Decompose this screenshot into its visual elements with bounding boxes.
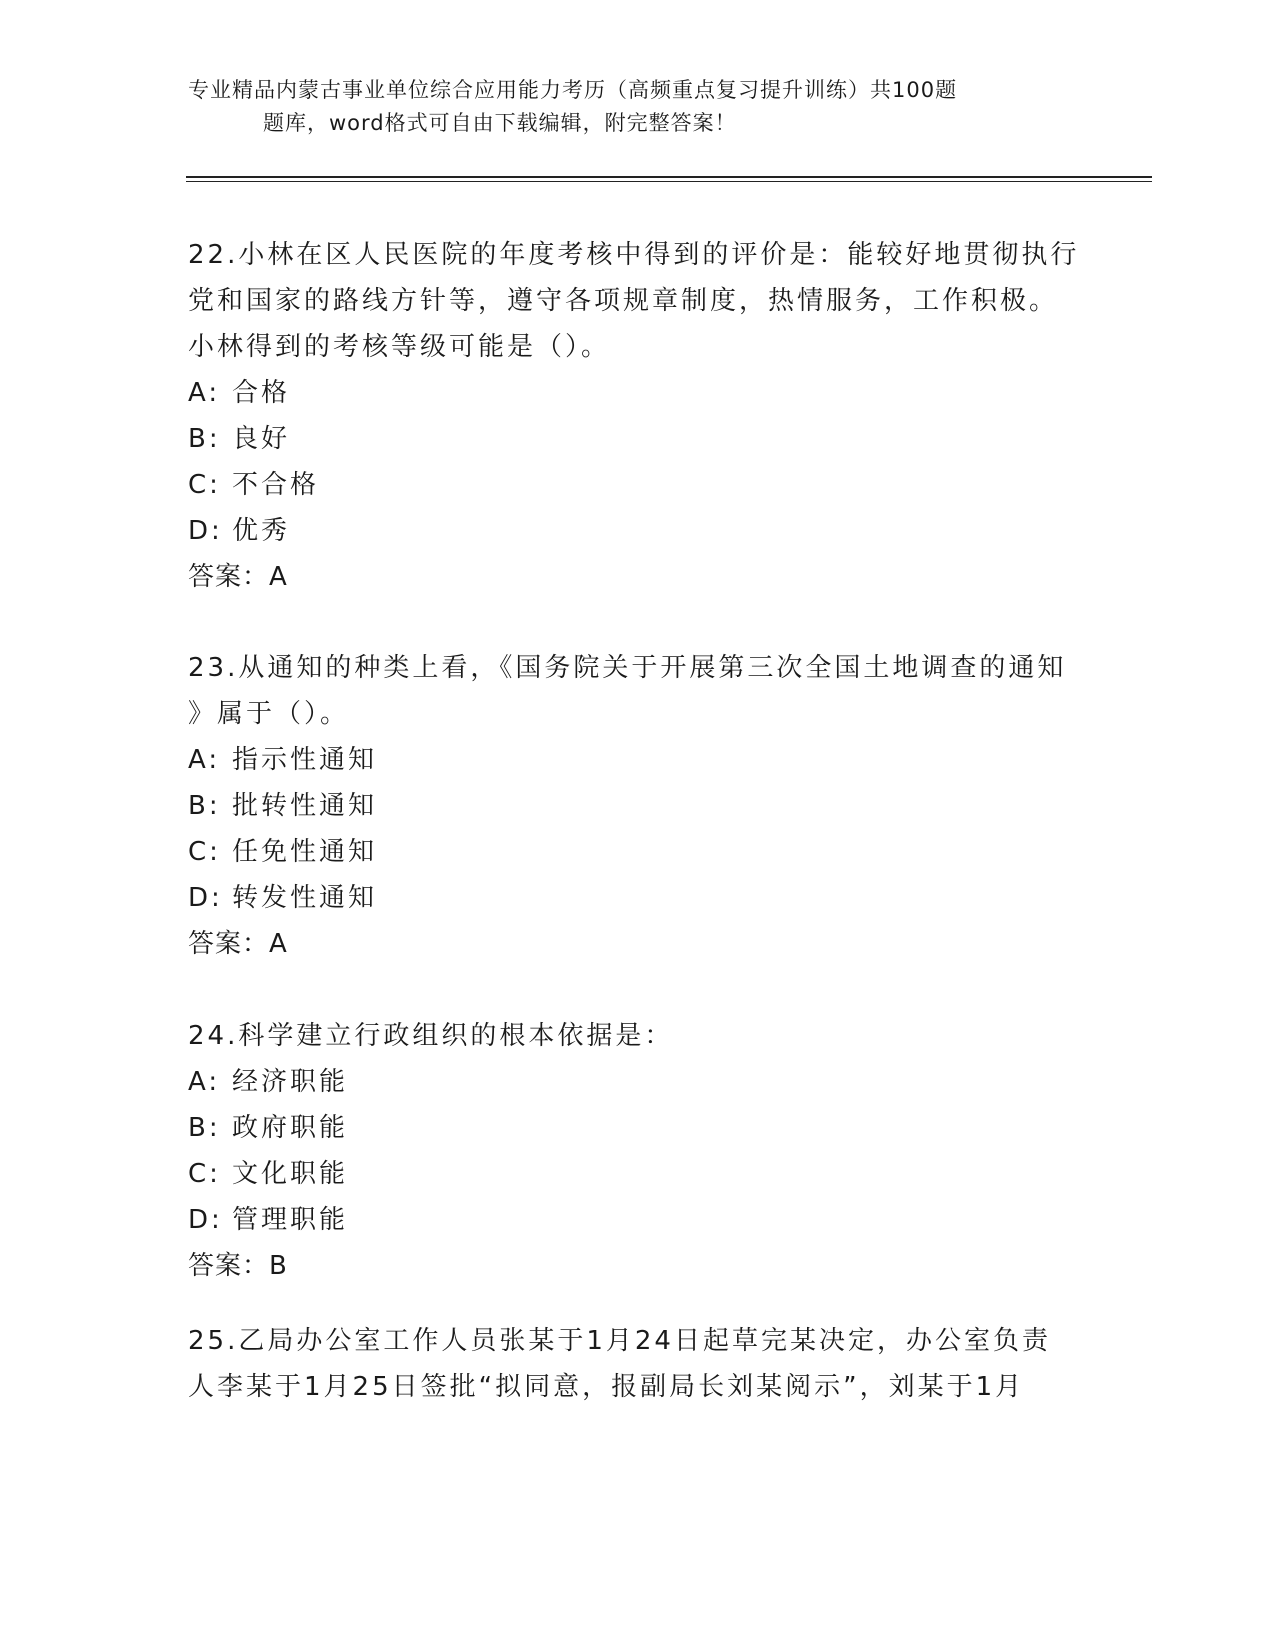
option-letter: C: (188, 1159, 221, 1189)
question-line: 人李某于1月25日签批“拟同意，报副局长刘某阅示”，刘某于1月 (188, 1372, 1025, 1402)
option-letter: C: (188, 837, 221, 867)
question-line: 22.小林在区人民医院的年度考核中得到的评价是：能较好地贯彻执行 (188, 240, 1080, 270)
option-b (188, 783, 1088, 829)
question-line: 23.从通知的种类上看，《国务院关于开展第三次全国土地调查的通知 (188, 653, 1067, 683)
option-letter: C: (188, 470, 221, 500)
question-line: 25.乙局办公室工作人员张某于1月24日起草完某决定，办公室负责 (188, 1326, 1051, 1356)
option-text: 任免性通知 (232, 837, 378, 867)
question-24 (188, 1013, 1088, 1289)
option-letter: D: (188, 1205, 223, 1235)
question-23 (188, 645, 1088, 967)
option-text: 转发性通知 (232, 883, 378, 913)
option-text: 优秀 (232, 516, 291, 546)
option-text: 批转性通知 (232, 791, 378, 821)
option-b (188, 1105, 1088, 1151)
option-text: 良好 (232, 424, 291, 454)
question-text (188, 1318, 1088, 1410)
option-d (188, 508, 1088, 554)
option-a (188, 737, 1088, 783)
document-header (188, 74, 1068, 140)
option-text: 合格 (232, 378, 291, 408)
option-letter: D: (188, 516, 223, 546)
answer-line: 答案：B (188, 1251, 288, 1281)
question-line: 》属于（）。 (188, 699, 350, 729)
option-c (188, 829, 1088, 875)
option-letter: A: (188, 745, 221, 775)
option-text: 经济职能 (232, 1067, 349, 1097)
header-line-1: 专业精品内蒙古事业单位综合应用能力考历（高频重点复习提升训练）共100题 (188, 78, 958, 102)
option-letter: B: (188, 791, 221, 821)
option-text: 不合格 (232, 470, 320, 500)
option-letter: D: (188, 883, 223, 913)
question-line: 党和国家的路线方针等，遵守各项规章制度，热情服务，工作积极。 (188, 286, 1059, 316)
option-c (188, 462, 1088, 508)
header-divider-thick (186, 176, 1152, 178)
answer-line: 答案：A (188, 562, 288, 592)
option-d (188, 875, 1088, 921)
option-c (188, 1151, 1088, 1197)
option-letter: B: (188, 424, 221, 454)
option-letter: A: (188, 378, 221, 408)
question-text (188, 1013, 1088, 1059)
question-text (188, 232, 1088, 370)
option-a (188, 1059, 1088, 1105)
question-text (188, 645, 1088, 737)
option-text: 管理职能 (232, 1205, 349, 1235)
option-a (188, 370, 1088, 416)
option-text: 指示性通知 (232, 745, 378, 775)
option-b (188, 416, 1088, 462)
question-line: 24.科学建立行政组织的根本依据是： (188, 1021, 674, 1051)
question-25 (188, 1318, 1088, 1410)
option-text: 政府职能 (232, 1113, 349, 1143)
option-letter: B: (188, 1113, 221, 1143)
question-line: 小林得到的考核等级可能是（）。 (188, 332, 611, 362)
header-line-2: 题库，word格式可自由下载编辑，附完整答案！ (263, 111, 737, 135)
question-22 (188, 232, 1088, 600)
header-divider-thin (186, 181, 1152, 182)
option-d (188, 1197, 1088, 1243)
option-letter: A: (188, 1067, 221, 1097)
option-text: 文化职能 (232, 1159, 349, 1189)
answer-line: 答案：A (188, 929, 288, 959)
